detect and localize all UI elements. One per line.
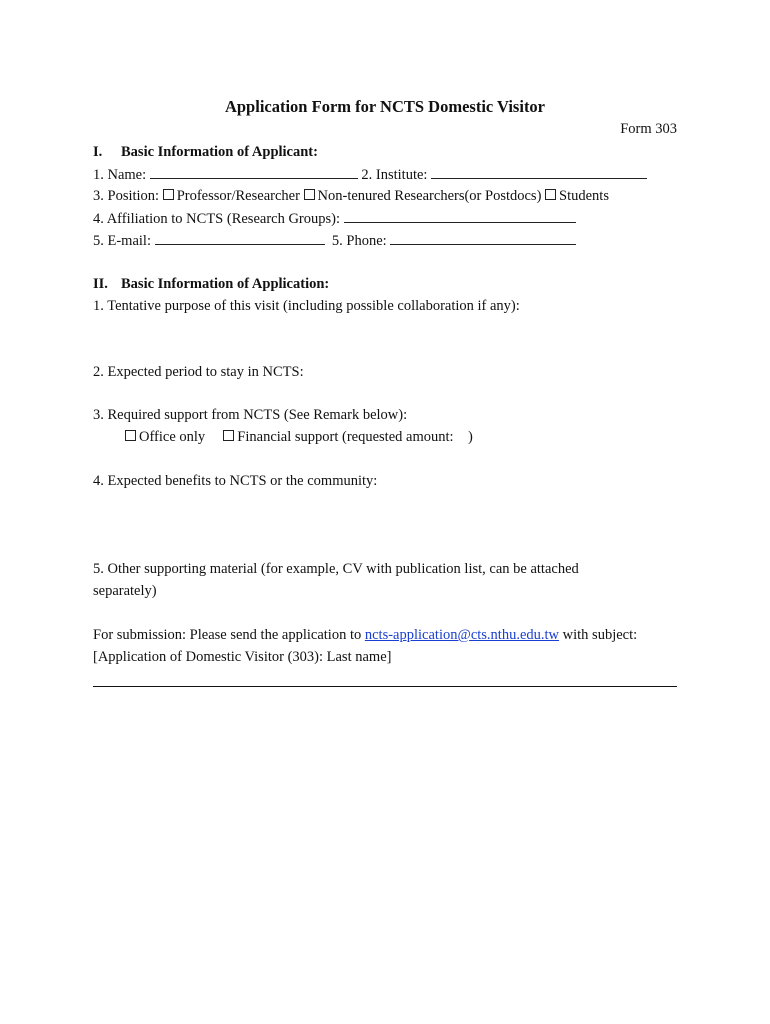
position-checkbox-nontenured[interactable] <box>304 189 315 200</box>
phone-field[interactable] <box>390 231 576 245</box>
support-options-row <box>125 428 473 446</box>
email-label: 5. E-mail: <box>93 233 151 249</box>
institute-field[interactable] <box>431 165 647 179</box>
question-purpose: 1. Tentative purpose of this visit (including possible collaboration if any): <box>93 298 520 314</box>
submission-instructions <box>93 626 637 644</box>
affiliation-row <box>93 209 576 228</box>
section-1-number: I. <box>93 144 103 160</box>
position-option-professor: Professor/Researcher <box>176 188 300 204</box>
financial-support-checkbox[interactable] <box>223 430 234 441</box>
position-checkbox-professor[interactable] <box>163 189 174 200</box>
bottom-divider <box>93 686 677 687</box>
phone-label: 5. Phone: <box>331 233 387 249</box>
position-checkbox-students[interactable] <box>545 189 556 200</box>
question-support: 3. Required support from NCTS (See Remark below): <box>93 407 408 423</box>
position-label: 3. Position: <box>93 188 160 204</box>
form-number: Form 303 <box>620 121 677 137</box>
office-only-label: Office only <box>139 429 206 445</box>
section-2-title: Basic Information of Application: <box>121 276 330 292</box>
question-benefits: 4. Expected benefits to NCTS or the community: <box>93 473 378 489</box>
section-1-heading <box>93 143 318 161</box>
section-2-number: II. <box>93 276 108 292</box>
submission-prefix: For submission: Please send the application to <box>93 627 362 643</box>
position-option-students: Students <box>559 188 609 204</box>
affiliation-field[interactable] <box>344 209 576 223</box>
section-2-heading <box>93 275 329 293</box>
position-option-nontenured: Non-tenured Researchers(or Postdocs) <box>317 188 542 204</box>
question-supporting-material-cont: separately) <box>93 583 157 599</box>
email-field[interactable] <box>155 231 325 245</box>
submission-suffix: with subject: <box>562 627 638 643</box>
submission-email-link[interactable]: ncts-application@cts.nthu.edu.tw <box>364 627 560 643</box>
question-period: 2. Expected period to stay in NCTS: <box>93 364 304 380</box>
submission-subject: [Application of Domestic Visitor (303): Last name] <box>93 649 392 665</box>
name-institute-row <box>93 165 647 184</box>
institute-label: 2. Institute: <box>361 167 428 183</box>
email-phone-row <box>93 231 576 250</box>
page-title: Application Form for NCTS Domestic Visitor <box>224 97 546 116</box>
financial-support-label: Financial support (requested amount: ) <box>237 429 473 445</box>
name-field[interactable] <box>150 165 358 179</box>
name-label: 1. Name: <box>93 167 147 183</box>
position-row <box>93 187 609 205</box>
office-only-checkbox[interactable] <box>125 430 136 441</box>
section-1-title: Basic Information of Applicant: <box>121 144 318 160</box>
question-supporting-material: 5. Other supporting material (for example, CV with publication list, can be attached <box>93 561 579 577</box>
affiliation-label: 4. Affiliation to NCTS (Research Groups): <box>93 211 341 227</box>
